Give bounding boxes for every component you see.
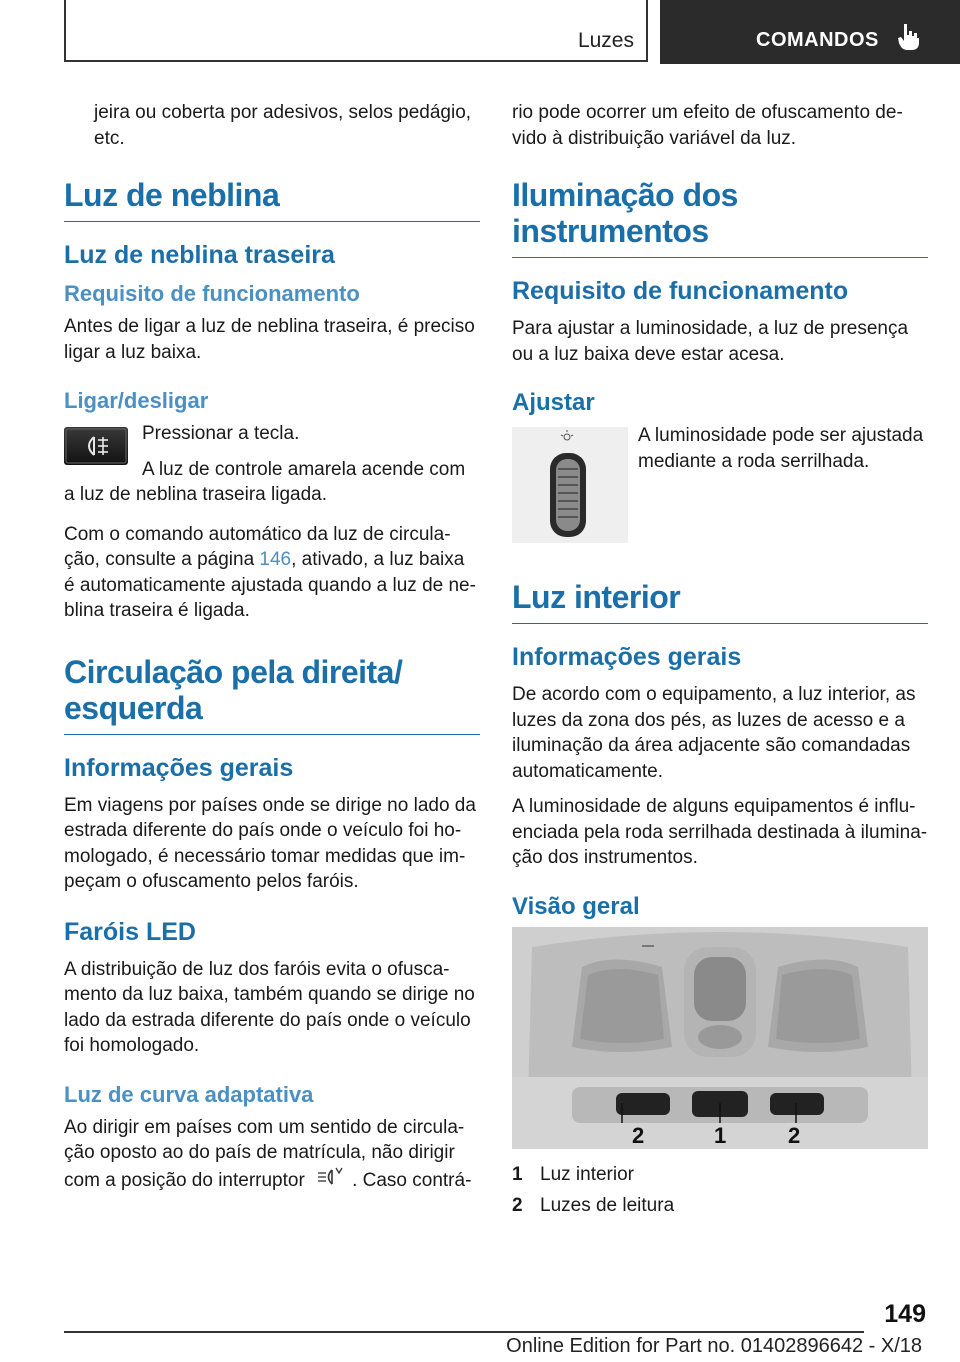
heading-traffic-side: Circulação pela direita/ esquerda bbox=[64, 654, 480, 735]
paragraph-auto-light: Com o comando automático da luz de circulação, consulte a página 146, ativado, a luz baixa é automaticamente ajustada quando a luz de neblina traseira é ligada. bbox=[64, 523, 476, 621]
heading-general-info: Informações gerais bbox=[64, 753, 294, 782]
thumbwheel-image bbox=[512, 427, 628, 543]
paragraph-indicator: A luz de controle amarela acende com a luz de neblina traseira ligada. bbox=[64, 458, 466, 505]
footer-divider bbox=[64, 1331, 864, 1333]
heading-requirement: Requisito de funcionamento bbox=[512, 277, 849, 305]
figure-label-2-left: 2 bbox=[632, 1122, 645, 1148]
paragraph-general-2: A luminosidade de alguns equipamentos é influenciada pela roda serrilhada destinada à iluminação dos instrumentos. bbox=[512, 796, 928, 868]
heading-requirement: Requisito de funcionamento bbox=[64, 281, 360, 306]
paragraph-press-key: Pressionar a tecla. bbox=[142, 423, 300, 444]
heading-fog-light: Luz de neblina bbox=[64, 177, 480, 222]
heading-overview: Visão geral bbox=[512, 892, 640, 920]
header-frame bbox=[64, 0, 648, 62]
hand-pointer-icon bbox=[896, 22, 922, 57]
paragraph-general-1: De acordo com o equipamento, a luz interior, as luzes da zona dos pés, as luzes de acesso e a iluminação da área adjacente são comandadas automaticamente. bbox=[512, 684, 916, 782]
paragraph-adjust: A luminosidade pode ser ajustada mediante a roda serrilhada. bbox=[638, 425, 924, 472]
heading-rear-fog: Luz de neblina traseira bbox=[64, 241, 335, 269]
legend-item: 2 Luzes de leitura bbox=[512, 1194, 675, 1216]
auto-light-switch-icon bbox=[316, 1166, 346, 1196]
continued-text: jeira ou coberta por adesivos, selos pedágio, etc. bbox=[94, 102, 472, 149]
header-section-title: Luzes bbox=[577, 29, 634, 52]
overhead-console-image bbox=[512, 927, 928, 1149]
wheel-row bbox=[512, 423, 928, 553]
page-link-146[interactable]: 146 bbox=[259, 549, 292, 570]
paragraph-requirement: Antes de ligar a luz de neblina traseira, é preciso ligar a luz baixa. bbox=[64, 316, 475, 363]
heading-on-off: Ligar/desligar bbox=[64, 388, 209, 413]
heading-led-headlights: Faróis LED bbox=[64, 917, 196, 946]
figure-label-1: 1 bbox=[714, 1122, 727, 1148]
heading-adjust: Ajustar bbox=[512, 389, 595, 416]
heading-instrument-lighting: Iluminação dos instrumentos bbox=[512, 177, 928, 258]
fog-switch-row bbox=[64, 421, 480, 508]
heading-general-info: Informações gerais bbox=[512, 643, 742, 671]
paragraph-requirement: Para ajustar a luminosidade, a luz de presença ou a luz baixa deve estar acesa. bbox=[512, 318, 909, 365]
heading-adaptive-curve: Luz de curva adaptativa bbox=[64, 1081, 314, 1107]
figure-label-2-right: 2 bbox=[788, 1122, 801, 1148]
legend-item: 1 Luz interior bbox=[512, 1163, 634, 1185]
heading-interior-light: Luz interior bbox=[512, 579, 928, 624]
fog-switch-button-image bbox=[64, 427, 128, 465]
footer-edition: Online Edition for Part no. 01402896642 - X/18 bbox=[506, 1335, 922, 1357]
paragraph-adaptive-curve: Ao dirigir em países com um sentido de circulação oposto ao do país de matrícula, não dirigir com a posição do interruptor . Caso contrá- bbox=[64, 1115, 480, 1196]
page-number: 149 bbox=[884, 1300, 926, 1328]
continued-text: rio pode ocorrer um efeito de ofuscamento devido à distribuição variável da luz. bbox=[512, 102, 903, 149]
paragraph-led: A distribuição de luz dos faróis evita o ofuscamento da luz baixa, também quando se dirige no lado da estrada diferente do país onde o veículo foi homologado. bbox=[64, 958, 475, 1056]
left-column bbox=[64, 100, 480, 1205]
header-chapter-tab bbox=[660, 0, 960, 64]
right-column bbox=[512, 100, 928, 1221]
header-chapter-label: COMANDOS bbox=[756, 29, 879, 51]
paragraph-general-info: Em viagens por países onde se dirige no lado da estrada diferente do país onde o veículo foi homologado, é necessário tomar medidas que impeçam o ofuscamento pelos faróis. bbox=[64, 794, 476, 892]
